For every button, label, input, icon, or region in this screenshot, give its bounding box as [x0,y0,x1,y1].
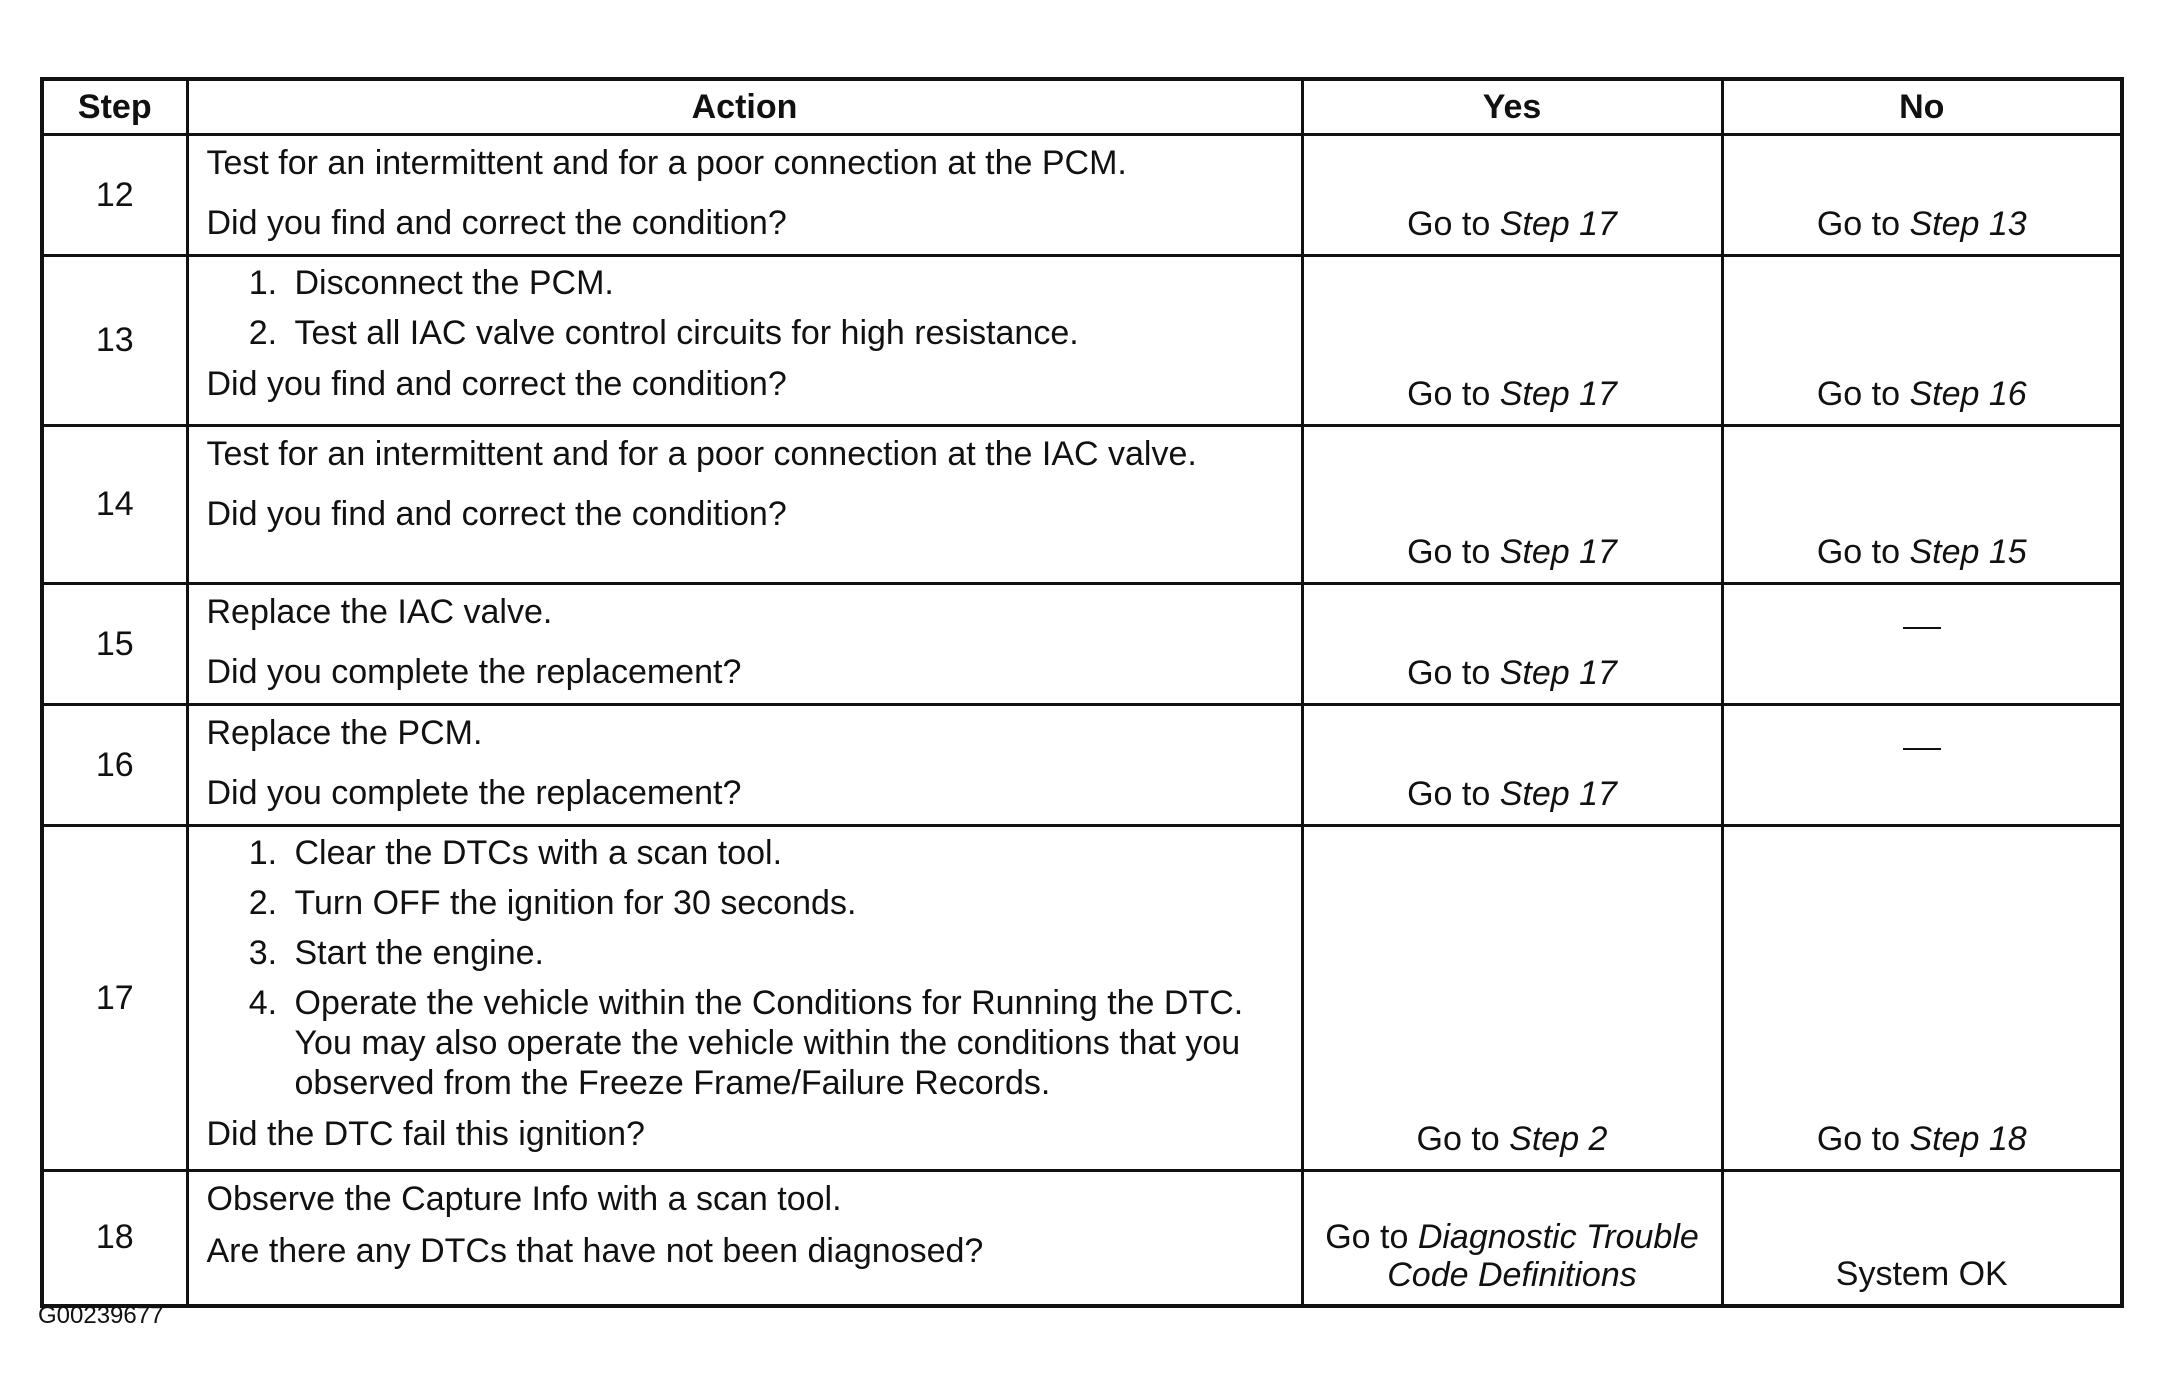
no-cell [1722,584,2122,705]
yes-target: Diagnostic Trouble Code Definitions [1387,1217,1699,1294]
header-step: Step [42,79,187,135]
header-yes: Yes [1302,79,1722,135]
step-number: 15 [42,584,187,705]
table-row [42,584,2122,705]
no-result: System OK [1835,1254,2008,1293]
no-target: Step 18 [1909,1120,2027,1158]
action-question: Did you find and correct the condition? [206,204,787,242]
yes-target: Step 17 [1499,533,1617,571]
action-cell [187,1171,1302,1306]
yes-prefix: Go to [1407,375,1491,413]
action-cell [187,426,1302,584]
yes-target: Step 17 [1499,205,1617,243]
action-list-item: 1. Clear the DTCs with a scan tool. [287,833,1247,873]
yes-target: Step 17 [1499,654,1617,692]
no-prefix: Go to [1816,205,1900,243]
action-cell [187,826,1302,1171]
yes-cell [1302,826,1722,1171]
action-text: Replace the IAC valve. [206,593,553,631]
no-target: Step 15 [1909,533,2027,571]
action-list-item: 2. Turn OFF the ignition for 30 seconds. [287,883,1247,923]
step-number: 17 [42,826,187,1171]
action-list-item: 3. Start the engine. [287,933,1247,973]
table-row [42,426,2122,584]
no-prefix: Go to [1816,375,1900,413]
no-prefix: Go to [1816,1120,1900,1158]
action-list-item: 4. Operate the vehicle within the Conditions for Running the DTC. You may also operate the vehicle within the conditions that you observed from the Freeze Frame/Failure Records. [287,983,1247,1103]
no-cell [1722,705,2122,826]
yes-cell [1302,1171,1722,1306]
action-question: Did the DTC fail this ignition? [206,1115,645,1153]
no-cell [1722,826,2122,1171]
header-action: Action [187,79,1302,135]
table-row [42,256,2122,426]
yes-target: Step 17 [1499,375,1617,413]
no-target: Step 16 [1909,375,2027,413]
action-question: Are there any DTCs that have not been diagnosed? [206,1232,984,1270]
yes-prefix: Go to [1407,654,1491,692]
action-question: Did you find and correct the condition? [206,365,787,403]
yes-prefix: Go to [1407,775,1491,813]
no-prefix: Go to [1816,533,1900,571]
no-target: Step 13 [1909,205,2027,243]
figure-code: G00239677 [38,1302,164,1329]
action-text: Replace the PCM. [206,714,483,752]
yes-cell [1302,705,1722,826]
not-applicable-dash [1903,627,1941,629]
action-text: Test for an intermittent and for a poor connection at the IAC valve. [206,435,1197,473]
yes-cell [1302,426,1722,584]
step-number: 14 [42,426,187,584]
action-text: Observe the Capture Info with a scan tool. [206,1180,842,1218]
action-list [207,833,1247,1103]
table-row [42,135,2122,256]
no-cell [1722,135,2122,256]
header-no: No [1722,79,2122,135]
action-cell [187,256,1302,426]
step-number: 13 [42,256,187,426]
table-row [42,826,2122,1171]
action-cell [187,705,1302,826]
yes-cell [1302,256,1722,426]
action-text: Test for an intermittent and for a poor connection at the PCM. [206,144,1127,182]
action-list-item: 2. Test all IAC valve control circuits for high resistance. [287,313,1283,353]
action-question: Did you complete the replacement? [206,653,742,691]
no-cell [1722,426,2122,584]
action-question: Did you find and correct the condition? [206,495,787,533]
step-number: 16 [42,705,187,826]
action-question: Did you complete the replacement? [206,774,742,812]
table-row [42,705,2122,826]
not-applicable-dash [1903,748,1941,750]
action-list [207,263,1283,353]
step-number: 18 [42,1171,187,1306]
yes-cell [1302,135,1722,256]
yes-prefix: Go to [1407,205,1491,243]
no-cell [1722,1171,2122,1306]
action-cell [187,584,1302,705]
yes-prefix: Go to [1416,1120,1500,1158]
step-number: 12 [42,135,187,256]
table-row [42,1171,2122,1306]
yes-prefix: Go to [1407,533,1491,571]
header-row [42,79,2122,135]
no-cell [1722,256,2122,426]
diagnostic-table [40,77,2124,1308]
yes-target: Step 2 [1509,1120,1608,1158]
yes-prefix: Go to [1325,1217,1409,1256]
yes-cell [1302,584,1722,705]
yes-target: Step 17 [1499,775,1617,813]
action-cell [187,135,1302,256]
action-list-item: 1. Disconnect the PCM. [287,263,1283,303]
